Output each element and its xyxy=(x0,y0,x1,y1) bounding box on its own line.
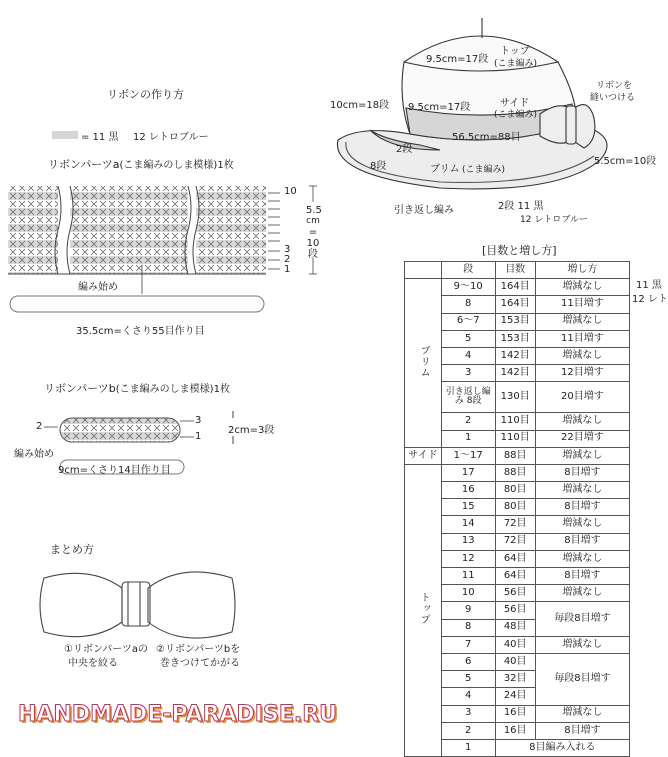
table-cell: 6〜7 xyxy=(441,313,495,330)
table-cell: 12 xyxy=(441,550,495,567)
hat-side-dim: 9.5cm=17段 xyxy=(408,102,471,113)
bow-illustration xyxy=(40,572,235,638)
table-cell: 増減なし xyxy=(535,279,629,296)
part-b-name: リボンパーツb xyxy=(44,382,116,395)
hat-circ-dim: 56.5cm=88目 xyxy=(452,132,521,143)
table-cell: 88目 xyxy=(495,447,535,464)
table-cell: 110目 xyxy=(495,413,535,430)
hat-ribbon-dim: 5.5cm=10段 xyxy=(594,156,657,167)
table-cell: 88目 xyxy=(495,464,535,481)
table-cell: 2 xyxy=(441,413,495,430)
table-cell: 80目 xyxy=(495,482,535,499)
table-cell: 毎段8目増す xyxy=(535,602,629,636)
part-b-height: 2cm=3段 xyxy=(228,425,275,436)
table-cell: 増減なし xyxy=(535,313,629,330)
table-cell: 9 xyxy=(441,602,495,619)
table-cell: 8 xyxy=(441,296,495,313)
table-cell: 3 xyxy=(441,705,495,722)
table-cell: 20目増す xyxy=(535,382,629,413)
part-a-row-3: 3 xyxy=(284,244,291,255)
legend-black-text: = 11 黒 xyxy=(81,132,119,143)
table-cell: 24目 xyxy=(495,688,535,705)
table-cell: 8目増す xyxy=(535,499,629,516)
table-cell: 48目 xyxy=(495,619,535,636)
table-cell: 40目 xyxy=(495,636,535,653)
assembly-step2-a: ②リボンパーツbを xyxy=(156,644,241,655)
hat-brim-label: ブリム xyxy=(430,164,460,175)
part-a-chain: 35.5cm=くさり55目作り目 xyxy=(76,326,205,337)
table-side-note-1: 11 黒 xyxy=(636,280,662,291)
table-cell: 2 xyxy=(441,722,495,739)
hat-top-sub: (こま編み) xyxy=(494,59,538,69)
table-cell: 増減なし xyxy=(535,347,629,364)
table-cell: 増減なし xyxy=(535,516,629,533)
table-cell: 5 xyxy=(441,330,495,347)
table-cell: 16目 xyxy=(495,722,535,739)
part-a-chart xyxy=(8,186,317,312)
table-cell: 17 xyxy=(441,464,495,481)
table-header-row: 段 xyxy=(441,262,495,279)
table-cell: 毎段8目増す xyxy=(535,653,629,705)
table-cell: 増減なし xyxy=(535,447,629,464)
hat-bottom-note: 2段 11 黒 xyxy=(498,201,544,212)
hat-side-sub: (こま編み) xyxy=(494,110,538,120)
part-a-row-2: 2 xyxy=(284,254,291,265)
table-cell: 7 xyxy=(441,636,495,653)
table-row xyxy=(405,447,630,464)
table-cell: 8 xyxy=(441,619,495,636)
table-side-note-2: 12 レト xyxy=(632,294,668,305)
hat-ribbon-note-b: 縫いつける xyxy=(590,93,636,103)
section-brim-label: ブリム xyxy=(418,344,430,378)
part-b-sub: (こま編みのしま模様)1枚 xyxy=(115,384,230,395)
table-cell: 4 xyxy=(441,347,495,364)
table-cell: 130目 xyxy=(495,382,535,413)
section-top xyxy=(405,464,442,756)
section-top-label: トップ xyxy=(418,592,430,626)
hat-bottom-note2: 12 レトロブルー xyxy=(520,215,588,225)
table-cell: 引き返し編み 8段 xyxy=(441,382,495,413)
table-cell: 13 xyxy=(441,533,495,550)
table-header-section xyxy=(405,262,442,279)
table-cell: 11目増す xyxy=(535,330,629,347)
part-a-row-1: 1 xyxy=(284,264,291,275)
table-cell: 増減なし xyxy=(535,636,629,653)
table-cell: 増減なし xyxy=(535,413,629,430)
assembly-title: まとめ方 xyxy=(50,543,94,556)
table-cell: 3 xyxy=(441,365,495,382)
table-cell: 153目 xyxy=(495,313,535,330)
table-cell: 40目 xyxy=(495,653,535,670)
table-cell: 32目 xyxy=(495,671,535,688)
part-a-name: リボンパーツa xyxy=(48,158,120,171)
table-cell: 8目増す xyxy=(535,568,629,585)
table-cell: 増減なし xyxy=(535,705,629,722)
watermark-logo: HANDMADE-PARADISE.RU xyxy=(18,702,338,727)
part-a-height xyxy=(306,205,320,260)
table-cell: 56目 xyxy=(495,585,535,602)
table-cell: 153目 xyxy=(495,330,535,347)
table-cell: 9〜10 xyxy=(441,279,495,296)
table-cell: 増減なし xyxy=(535,585,629,602)
hat-top-dim: 9.5cm=17段 xyxy=(426,54,489,65)
part-b-row-2: 2 xyxy=(36,421,43,432)
part-a-height-eq: = xyxy=(308,227,318,238)
part-b-row-3: 3 xyxy=(195,415,202,426)
stitch-count-table xyxy=(404,261,630,757)
table-header-count: 目数 xyxy=(495,262,535,279)
table-cell: 142目 xyxy=(495,347,535,364)
table-header-increase: 増し方 xyxy=(535,262,629,279)
hat-top-label: トップ xyxy=(500,46,530,57)
part-b-title xyxy=(44,380,230,396)
assembly-step2-b: 巻きつけてかがる xyxy=(160,658,240,669)
table-cell: 64目 xyxy=(495,550,535,567)
part-a-sub: (こま編みのしま模様)1枚 xyxy=(119,160,234,171)
part-a-start: 編み始め xyxy=(78,282,118,293)
table-cell: 72目 xyxy=(495,516,535,533)
assembly-step1-a: ①リボンパーツaの xyxy=(64,644,148,655)
part-b-start: 編み始め xyxy=(14,449,54,460)
table-cell: 15 xyxy=(441,499,495,516)
part-a-height-rows: 10 xyxy=(306,238,320,249)
hat-brim-8: 8段 xyxy=(370,161,387,172)
assembly-step1-b: 中央を絞る xyxy=(68,658,118,669)
table-cell: 64目 xyxy=(495,568,535,585)
legend-blue-text: 12 レトロブルー xyxy=(133,132,209,143)
ribbon-howto-title: リボンの作り方 xyxy=(107,88,184,101)
table-title: [目数と増し方] xyxy=(482,244,557,257)
table-cell: 16 xyxy=(441,482,495,499)
hat-brim-sub: (こま編み) xyxy=(462,165,506,175)
table-cell: 5 xyxy=(441,671,495,688)
table-cell: 1 xyxy=(441,430,495,447)
part-a-height-cm: 5.5 xyxy=(306,205,322,216)
table-cell: 16目 xyxy=(495,705,535,722)
table-cell: 110目 xyxy=(495,430,535,447)
section-brim xyxy=(405,279,442,448)
table-cell: 164目 xyxy=(495,296,535,313)
hat-ribbon-note-a: リボンを xyxy=(596,81,633,91)
section-side: サイド xyxy=(405,447,442,464)
part-a-height-unit: cm xyxy=(306,216,320,226)
table-cell: 8目増す xyxy=(535,533,629,550)
table-cell: 12目増す xyxy=(535,365,629,382)
table-cell: 増減なし xyxy=(535,482,629,499)
table-cell: 56目 xyxy=(495,602,535,619)
table-cell: 22目増す xyxy=(535,430,629,447)
table-cell: 8目増す xyxy=(535,722,629,739)
table-cell: 11 xyxy=(441,568,495,585)
part-a-row-10: 10 xyxy=(284,186,297,197)
part-b-chain: 9cm=くさり14目作り目 xyxy=(58,465,171,476)
table-cell: 8目増す xyxy=(535,464,629,481)
table-cell: 142目 xyxy=(495,365,535,382)
hat-brim-2: 2段 xyxy=(396,144,413,155)
table-cell: 1 xyxy=(441,739,495,756)
table-cell: 6 xyxy=(441,653,495,670)
table-cell: 増減なし xyxy=(535,550,629,567)
part-b-row-1: 1 xyxy=(195,431,202,442)
hat-side-label: サイド xyxy=(500,98,530,109)
table-cell: 11目増す xyxy=(535,296,629,313)
table-cell: 72目 xyxy=(495,533,535,550)
table-cell: 10 xyxy=(441,585,495,602)
table-cell: 14 xyxy=(441,516,495,533)
table-cell: 4 xyxy=(441,688,495,705)
table-cell: 8目編み入れる xyxy=(495,739,629,756)
table-row xyxy=(405,464,630,481)
table-cell: 164目 xyxy=(495,279,535,296)
table-header xyxy=(405,262,630,279)
table-cell: 80目 xyxy=(495,499,535,516)
table-row xyxy=(405,279,630,296)
hat-brim-dim: 10cm=18段 xyxy=(330,100,390,111)
hat-reverse: 引き返し編み xyxy=(394,205,454,216)
table-cell: 1〜17 xyxy=(441,447,495,464)
part-a-height-rows-unit: 段 xyxy=(308,249,318,260)
